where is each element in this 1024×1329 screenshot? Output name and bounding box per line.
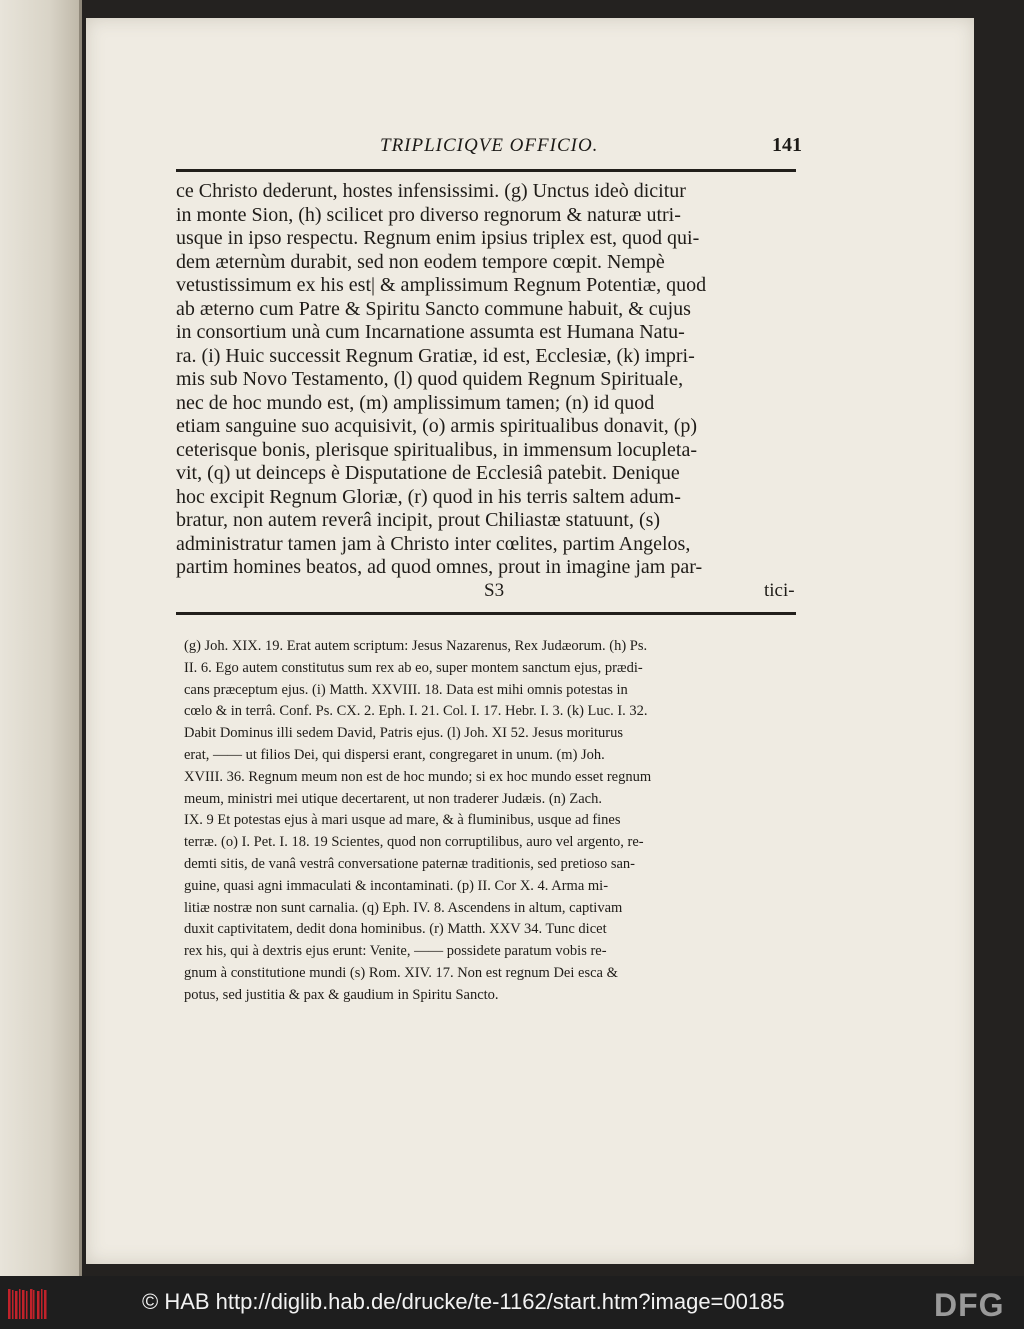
logo-bar: [44, 1290, 47, 1319]
logo-bar: [41, 1289, 43, 1319]
footnote-line: terræ. (o) I. Pet. I. 18. 19 Scientes, quod non corruptilibus, auro vel argento, re-: [184, 834, 644, 851]
logo-bar: [15, 1291, 18, 1319]
footnote-line: erat, —— ut filios Dei, qui dispersi erant, congregaret in unum. (m) Joh.: [184, 746, 605, 763]
text-line: mis sub Novo Testamento, (l) quod quidem Regnum Spirituale,: [176, 368, 684, 390]
hab-barcode-logo-icon[interactable]: [6, 1285, 48, 1323]
logo-bar: [30, 1289, 33, 1319]
page-number: 141: [772, 134, 802, 156]
logo-bar: [37, 1291, 40, 1319]
text-line: in consortium unà cum Incarnatione assumta est Humana Natu-: [176, 321, 685, 343]
text-line: partim homines beatos, ad quod omnes, prout in imagine jam par-: [176, 556, 703, 578]
footnote-line: cœlo & in terrâ. Conf. Ps. CX. 2. Eph. I. 21. Col. I. 17. Hebr. I. 3. (k) Luc. I. 32.: [184, 703, 648, 720]
footnote-line: potus, sed justitia & pax & gaudium in Spiritu Sancto.: [184, 986, 499, 1003]
running-head: TRIPLICIQVE OFFICIO.: [380, 135, 599, 156]
footnotes: [184, 636, 800, 1007]
main-text: [176, 180, 800, 580]
facing-page-edge: [0, 0, 82, 1276]
logo-bar: [33, 1290, 35, 1319]
footnote-line: cans præceptum ejus. (i) Matth. XXVIII. 18. Data est mihi omnis potestas in: [184, 681, 628, 698]
text-line: administratur tamen jam à Christo inter cœlites, partim Angelos,: [176, 532, 691, 555]
footnote-line: meum, ministri mei utique decertarent, ut non traderer Judæis. (n) Zach.: [184, 790, 602, 807]
text-line: vit, (q) ut deinceps è Disputatione de Ecclesiâ patebit. Denique: [176, 462, 680, 484]
text-line: nec de hoc mundo est, (m) amplissimum tamen; (n) id quod: [176, 391, 655, 414]
text-line: usque in ipso respectu. Regnum enim ipsius triplex est, quod qui-: [176, 227, 700, 249]
footnote-line: II. 6. Ego autem constitutus sum rex ab eo, super montem sanctum ejus, prædi-: [184, 659, 643, 676]
source-url[interactable]: © HAB http://diglib.hab.de/drucke/te-1162/start.htm?image=00185: [142, 1289, 785, 1314]
text-line: in monte Sion, (h) scilicet pro diverso regnorum & naturæ utri-: [176, 203, 681, 226]
logo-bar: [12, 1290, 14, 1319]
logo-bar: [22, 1290, 25, 1319]
footnote-line: Dabit Dominus illi sedem David, Patris ejus. (l) Joh. XI 52. Jesus moriturus: [184, 725, 623, 742]
text-line: vetustissimum ex his est| & amplissimum Regnum Potentiæ, quod: [176, 274, 707, 296]
dfg-logo: DFG: [934, 1287, 1005, 1323]
text-line: ceterisque bonis, plerisque spiritualibus, in immensum locupleta-: [176, 438, 698, 461]
footnote-line: IX. 9 Et potestas ejus à mari usque ad mare, & à fluminibus, usque ad fines: [184, 812, 621, 829]
header-rule: [176, 169, 796, 172]
text-line: bratur, non autem reverâ incipit, prout Chiliastæ statuunt, (s): [176, 509, 661, 531]
logo-bar: [26, 1291, 28, 1319]
footnote-line: (g) Joh. XIX. 19. Erat autem scriptum: Jesus Nazarenus, Rex Judæorum. (h) Ps.: [184, 638, 648, 654]
footnote-line: XVIII. 36. Regnum meum non est de hoc mundo; si ex hoc mundo esset regnum: [184, 768, 652, 785]
catchword: tici-: [764, 580, 795, 601]
logo-bar: [8, 1289, 11, 1319]
text-line: ab æterno cum Patre & Spiritu Sancto commune habuit, & cujus: [176, 297, 691, 320]
footnote-line: litiæ nostræ non sunt carnalia. (q) Eph. IV. 8. Ascendens in altum, captivam: [184, 899, 623, 916]
footnote-line: guine, quasi agni immaculati & incontaminati. (p) II. Cor X. 4. Arma mi-: [184, 877, 609, 894]
text-line: etiam sanguine suo acquisivit, (o) armis spiritualibus donavit, (p): [176, 415, 698, 437]
footnote-line: rex his, qui à dextris ejus erunt: Venite, —— possidete paratum vobis re-: [184, 943, 607, 960]
text-line: dem æternùm durabit, sed non eodem tempore cœpit. Nempè: [176, 250, 665, 273]
footnote-rule: [176, 612, 796, 615]
footnote-line: gnum à constitutione mundi (s) Rom. XIV. 17. Non est regnum Dei esca &: [184, 964, 618, 981]
text-line: ce Christo dederunt, hostes infensissimi. (g) Unctus ideò dicitur: [176, 180, 686, 202]
footnote-line: demti sitis, de vanâ vestrâ conversatione paternæ traditionis, sed pretioso san-: [184, 855, 635, 872]
text-line: hoc excipit Regnum Gloriæ, (r) quod in his terris saltem adum-: [176, 485, 681, 508]
footnote-line: duxit captivitatem, dedit dona hominibus. (r) Matth. XXV 34. Tunc dicet: [184, 921, 607, 938]
text-line: ra. (i) Huic successit Regnum Gratiæ, id est, Ecclesiæ, (k) impri-: [176, 344, 695, 367]
logo-bar: [19, 1289, 21, 1319]
signature-mark: S3: [484, 580, 505, 601]
